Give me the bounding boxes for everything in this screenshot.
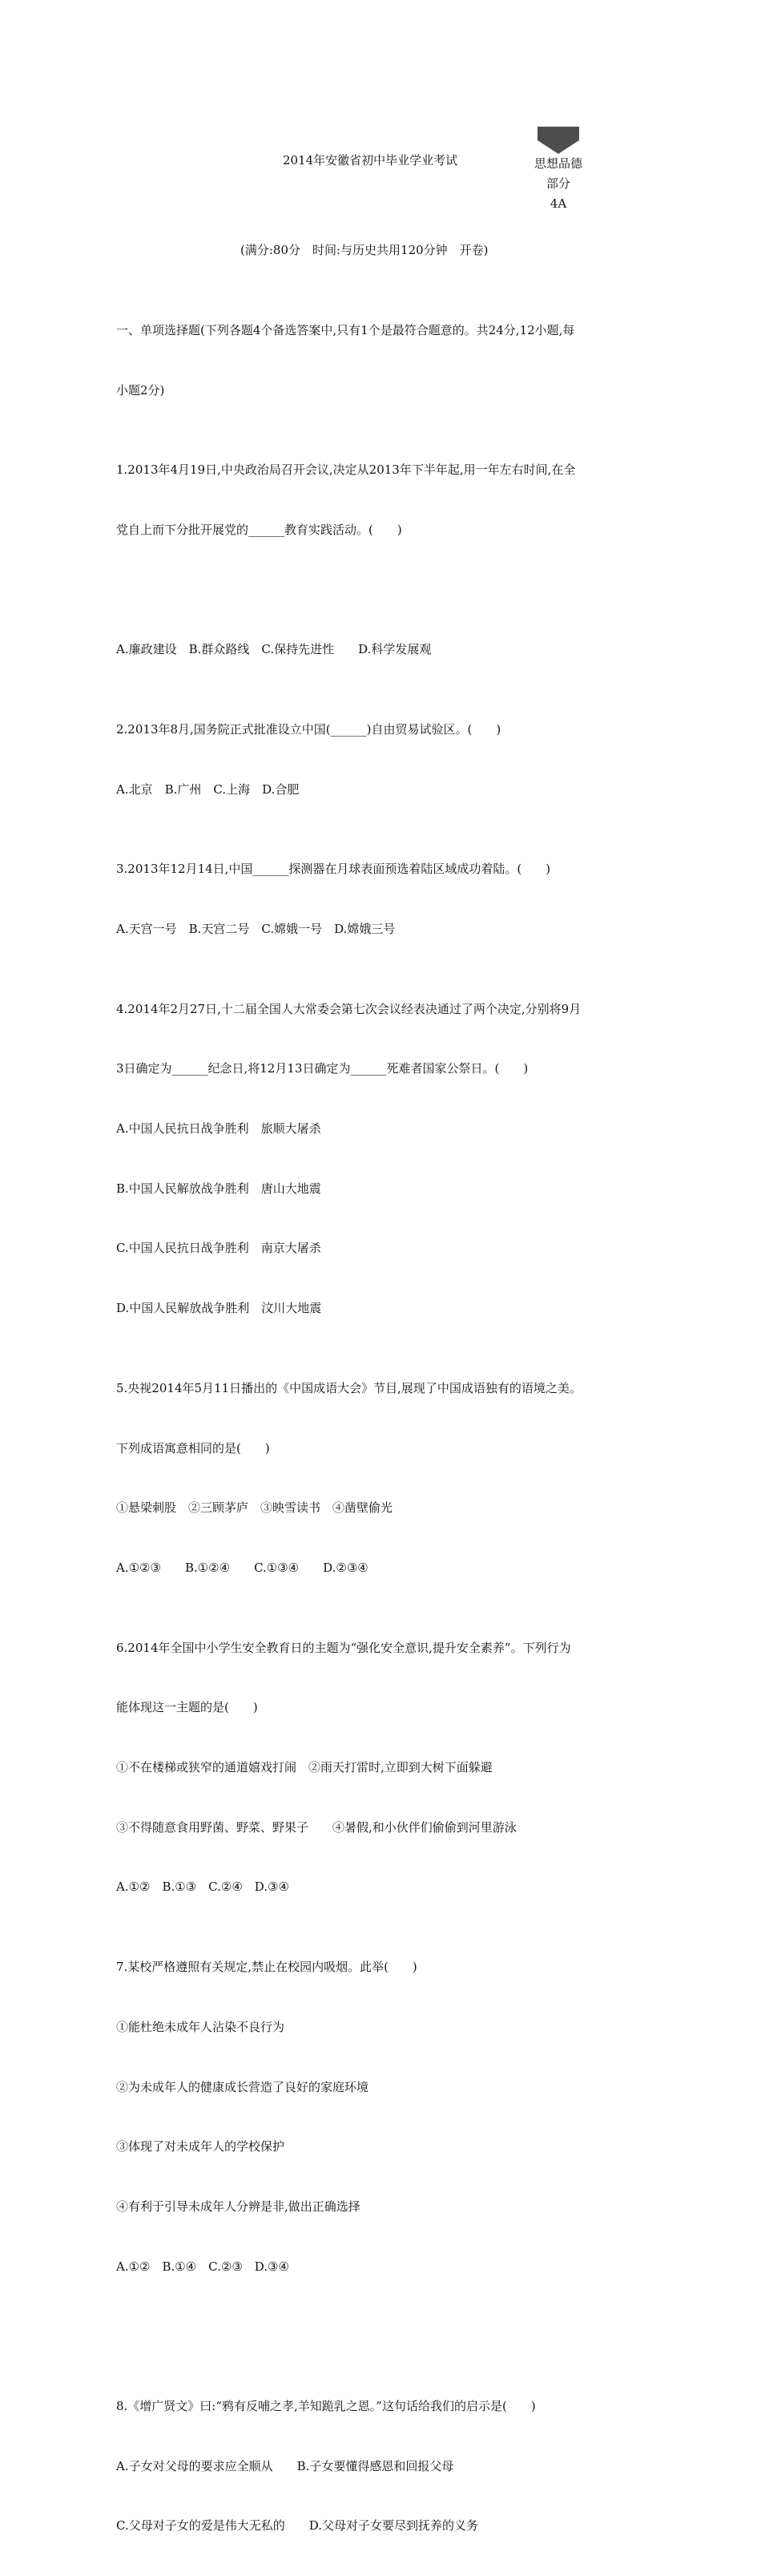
badge-subject: 思想品德 [534,156,583,171]
q5-options: A.①②③ B.①②④ C.①③④ D.②③④ [116,1560,368,1575]
spacer [116,2316,649,2336]
questions-block [116,281,649,2576]
badge-code: 4A [550,196,567,211]
q4-option-d: D.中国人民解放战争胜利 汶川大地震 [116,1301,322,1316]
q7-item-3: ③体现了对未成年人的学校保护 [116,2139,285,2154]
q5-stem-line-2: 下列成语寓意相同的是( ) [116,1440,270,1456]
badge-part: 部分 [546,176,570,191]
q8-stem: 8.《增广贤文》曰:“鸦有反哺之孝,羊知跪乳之恩。”这句话给我们的启示是( ) [116,2399,536,2414]
page-title: 2014年安徽省初中毕业学业考试 [283,153,458,168]
spacer [116,580,649,600]
q3-stem: 3.2013年12月14日,中国______探测器在月球表面预选着陆区域成功着陆。( ) [116,862,551,877]
q4-option-a: A.中国人民抗日战争胜利 旅顺大屠杀 [116,1121,321,1137]
q6-options: A.①② B.①③ C.②④ D.③④ [116,1880,289,1895]
pentagon-marker-icon [538,127,579,154]
q5-items: ①悬梁刺股 ②三顾茅庐 ③映雪读书 ④凿壁偷光 [116,1500,393,1516]
q2-options: A.北京 B.广州 C.上海 D.合肥 [116,781,300,797]
q1-stem-line-2: 党自上而下分批开展党的______教育实践活动。( ) [116,522,402,537]
q6-items-line-2: ③不得随意食用野菌、野菜、野果子 ④暑假,和小伙伴们偷偷到河里游泳 [116,1819,517,1835]
q6-stem-line-2: 能体现这一主题的是( ) [116,1700,258,1715]
q8-options-line-2: C.父母对子女的爱是伟大无私的 D.父母对子女要尽到抚养的义务 [116,2518,478,2534]
q4-stem-line-2: 3日确定为______纪念日,将12月13日确定为______死难者国家公祭日。( ) [116,1061,529,1076]
q7-item-4: ④有利于引导未成年人分辨是非,做出正确选择 [116,2198,360,2214]
q6-items-line-1: ①不在楼梯或狭窄的通道嬉戏打闹 ②雨天打雷时,立即到大树下面躲避 [116,1760,493,1775]
q4-option-b: B.中国人民解放战争胜利 唐山大地震 [116,1181,321,1196]
q6-stem-line-1: 6.2014年全国中小学生安全教育日的主题为“强化安全意识,提升安全素养”。下列行为 [116,1640,571,1655]
exam-info: (满分:80分 时间:与历史共用120分钟 开卷) [240,243,489,257]
q7-options: A.①② B.①④ C.②③ D.③④ [116,2259,289,2274]
subject-badge [534,127,582,214]
q3-options: A.天宫一号 B.天宫二号 C.嫦娥一号 D.嫦娥三号 [116,921,396,936]
section-heading-line-2: 小题2分) [116,382,165,398]
q8-options-line-1: A.子女对父母的要求应全顺从 B.子女要懂得感恩和回报父母 [116,2458,454,2473]
q7-item-1: ①能杜绝未成年人沾染不良行为 [116,2019,285,2034]
q5-stem-line-1: 5.央视2014年5月11日播出的《中国成语大会》节目,展现了中国成语独有的语境之美。 [116,1380,582,1395]
section-heading-line-1: 一、单项选择题(下列各题4个备选答案中,只有1个是最符合题意的。共24分,12小题,每 [116,322,575,337]
q4-option-c: C.中国人民抗日战争胜利 南京大屠杀 [116,1241,321,1256]
q7-item-2: ②为未成年人的健康成长营造了良好的家庭环境 [116,2079,369,2094]
q1-stem-line-1: 1.2013年4月19日,中央政治局召开会议,决定从2013年下半年起,用一年左右时间,在全 [116,462,576,478]
q2-stem: 2.2013年8月,国务院正式批准设立中国(______)自由贸易试验区。( ) [116,721,501,737]
q1-options: A.廉政建设 B.群众路线 C.保持先进性 D.科学发展观 [116,642,432,657]
q7-stem: 7.某校严格遵照有关规定,禁止在校园内吸烟。此举( ) [116,1960,417,1975]
q4-stem-line-1: 4.2014年2月27日,十二届全国人大常委会第七次会议经表决通过了两个决定,分别将9月 [116,1001,582,1016]
